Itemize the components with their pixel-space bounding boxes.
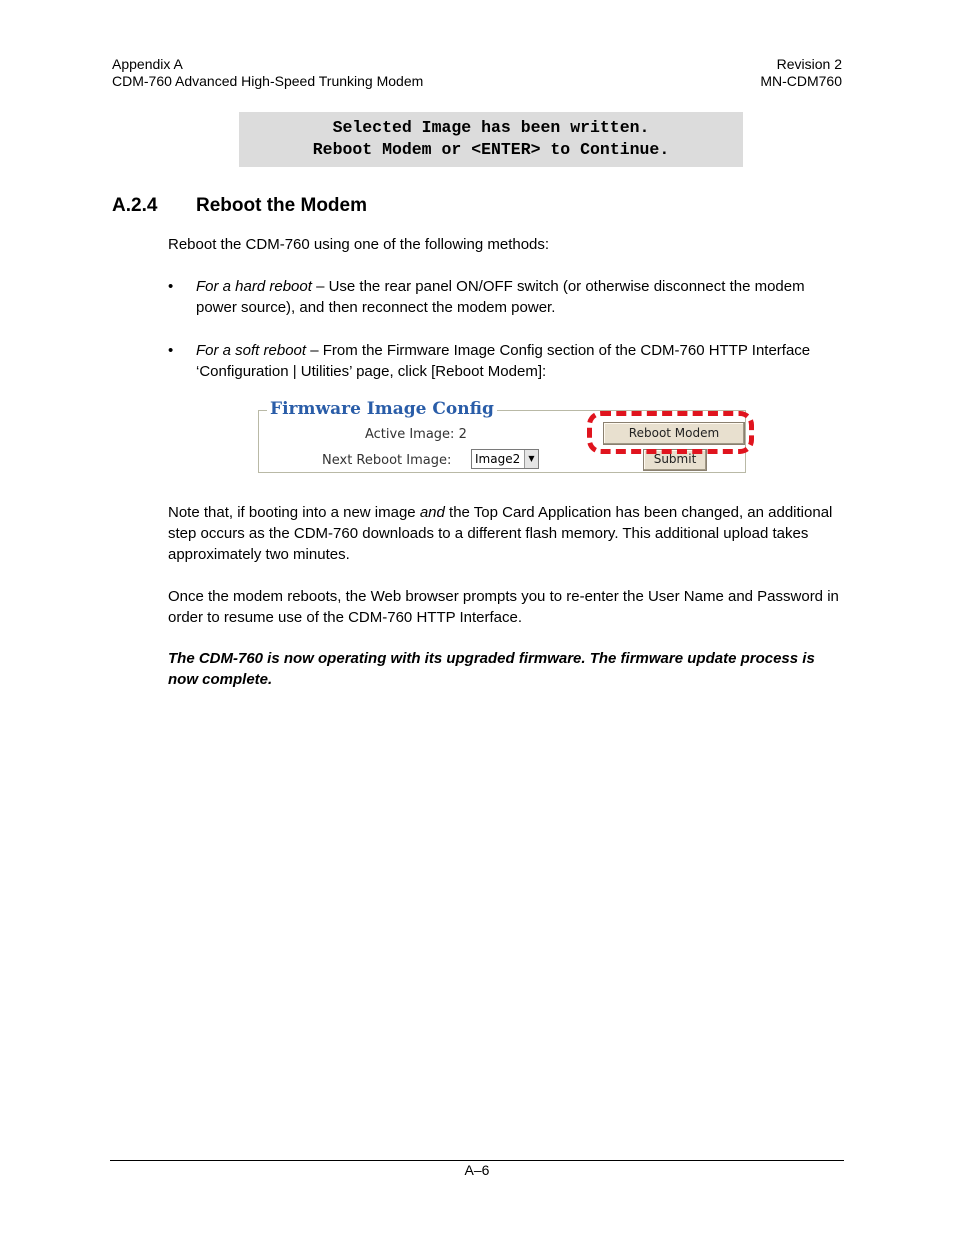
dropdown-arrow-icon[interactable]: ▼ xyxy=(524,450,538,468)
next-reboot-image-value: Image2 xyxy=(475,452,521,466)
header-revision: Revision 2 xyxy=(776,56,842,72)
bullet-dot-icon: • xyxy=(168,342,174,359)
note-part-2: the Top Card Application has been changed, an additional step occurs as the CDM-760 downloads to a different flash memory. This additional upload takes approximately two minutes. xyxy=(168,504,833,563)
final-paragraph: The CDM-760 is now operating with its upgraded firmware. The firmware update process is now complete. xyxy=(168,650,815,688)
page-number: A–6 xyxy=(464,1162,490,1178)
highlight-callout xyxy=(587,411,754,454)
firmware-panel-title: Firmware Image Config xyxy=(267,399,497,419)
note-emphasis: and xyxy=(419,504,445,521)
bullet-text: – Use the rear panel ON/OFF switch (or otherwise disconnect the modem power source), and then reconnect the modem power. xyxy=(196,278,805,316)
header-appendix: Appendix A xyxy=(112,56,183,72)
submit-button[interactable]: Submit xyxy=(643,449,707,471)
page-header-right xyxy=(760,56,842,90)
bullet-lead: For a hard reboot xyxy=(196,278,312,295)
next-reboot-image-select[interactable] xyxy=(471,449,539,469)
page-header-left xyxy=(112,56,423,90)
reboot-modem-button[interactable]: Reboot Modem xyxy=(603,422,745,445)
section-heading xyxy=(112,195,367,217)
bullet-dot-icon: • xyxy=(168,278,174,295)
section-title: Reboot the Modem xyxy=(196,195,367,216)
footer-divider xyxy=(110,1160,844,1161)
bullet-lead: For a soft reboot xyxy=(196,342,307,359)
once-paragraph: Once the modem reboots, the Web browser prompts you to re-enter the User Name and Password in order to resume use of the CDM-760 HTTP Interface. xyxy=(168,588,839,626)
note-part-1: Note that, if booting into a new image xyxy=(168,504,420,521)
next-reboot-image-label: Next Reboot Image: xyxy=(322,453,452,468)
lcd-display xyxy=(239,112,743,167)
header-doc-number: MN-CDM760 xyxy=(760,73,842,89)
lcd-line-2: Reboot Modem or <ENTER> to Continue. xyxy=(312,140,670,159)
lcd-line-1: Selected Image has been written. xyxy=(332,118,650,137)
intro-paragraph: Reboot the CDM-760 using one of the following methods: xyxy=(168,236,550,253)
bullet-text: – From the Firmware Image Config section of the CDM-760 HTTP Interface ‘Configuration | Utilities’ page, click [Reboot Modem]: xyxy=(196,342,811,380)
section-number: A.2.4 xyxy=(112,195,158,216)
note-paragraph xyxy=(168,502,848,565)
active-image-label: Active Image: 2 xyxy=(365,427,467,442)
header-product: CDM-760 Advanced High-Speed Trunking Modem xyxy=(112,73,424,89)
